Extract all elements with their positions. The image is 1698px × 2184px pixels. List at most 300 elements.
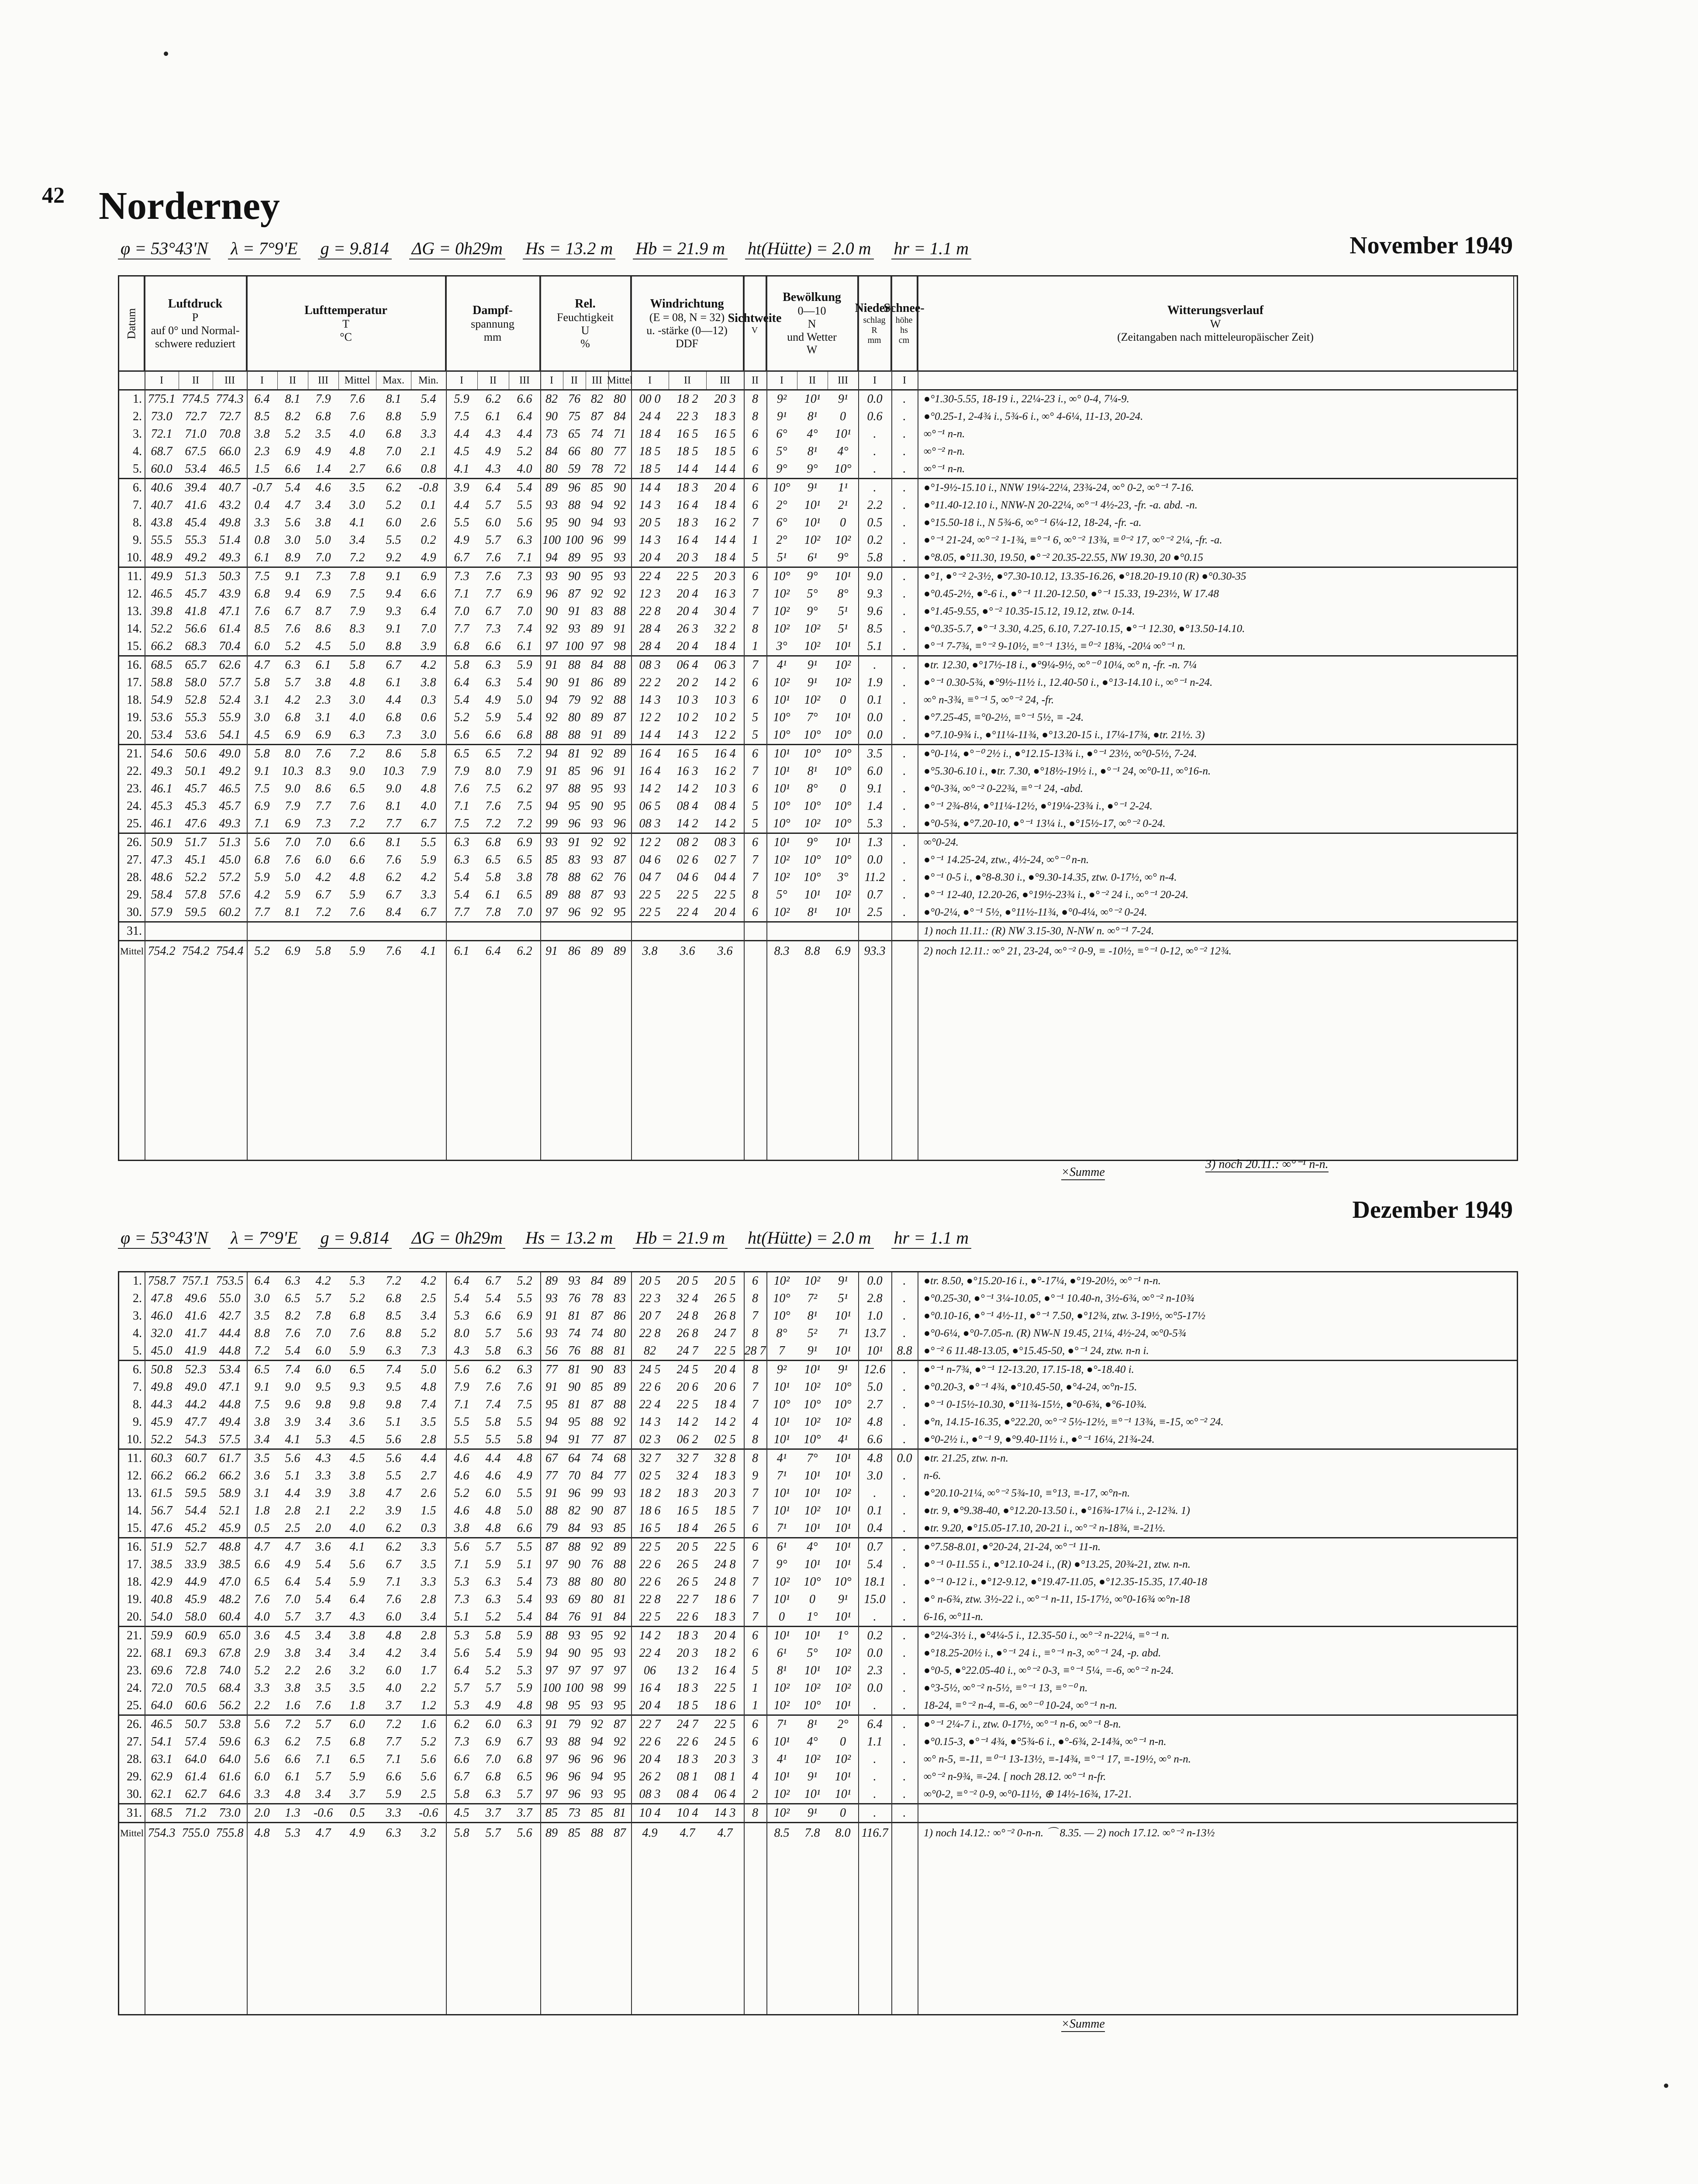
value-cell: 0.2 — [421, 533, 436, 547]
value-cell: 18 3 — [714, 1610, 736, 1624]
value-cell: 6.2 — [485, 392, 501, 406]
value-cell: 47.3 — [151, 853, 173, 867]
value-cell: 7.2 — [517, 817, 532, 830]
value-cell: 8.3 — [349, 622, 365, 636]
subheader-cell: Mittel — [338, 372, 376, 389]
value-cell: 94 — [545, 1433, 558, 1446]
value-cell: 90 — [568, 516, 580, 529]
value-cell: 41.6 — [185, 498, 207, 512]
value-cell: 7 — [752, 1593, 758, 1606]
value-cell: 96 — [568, 481, 580, 494]
value-cell: 9.3 — [386, 605, 401, 618]
value-cell: . — [903, 1363, 906, 1376]
value-cell: 93 — [545, 1292, 558, 1305]
value-cell: 79 — [568, 693, 580, 707]
value-cell: 4.9 — [454, 533, 469, 547]
value-cell: 6.6 — [285, 1752, 300, 1766]
value-cell: 58.9 — [219, 1486, 241, 1500]
value-cell: 3.3 — [421, 427, 436, 441]
weather-text: ●°⁻¹ 0-5 i., ●°8-8.30 i., ●°9.30-14.35, ztw. 0-17½, ∞° n-4. — [924, 871, 1177, 883]
value-cell: 5.3 — [454, 1309, 469, 1323]
value-cell: 93 — [545, 836, 558, 849]
value-cell: 10° — [834, 747, 852, 760]
value-cell: 3.5 — [315, 1681, 331, 1695]
value-cell: 8 — [752, 622, 758, 636]
value-cell: 93 — [568, 622, 580, 636]
value-cell: . — [903, 1558, 906, 1571]
value-cell: 3.4 — [254, 1433, 270, 1446]
header-line: % — [580, 337, 590, 350]
coord-value: hr = 1.1 m — [891, 238, 971, 259]
value-cell: 4° — [807, 427, 818, 441]
mittel-value: 86 — [568, 944, 580, 958]
value-cell: 8.8 — [254, 1327, 270, 1340]
value-cell: 24 8 — [676, 1309, 698, 1323]
value-cell: 22 4 — [639, 1398, 661, 1411]
value-cell: . — [903, 605, 906, 618]
value-cell: 2.6 — [315, 1664, 331, 1677]
value-cell: 44.2 — [185, 1398, 207, 1411]
value-cell: 26 5 — [714, 1521, 736, 1535]
value-cell: 92 — [614, 498, 626, 512]
header-line: P — [192, 311, 199, 324]
header-feucht — [540, 276, 631, 370]
value-cell: 9.8 — [349, 1398, 365, 1411]
date-cell: 15. — [127, 1521, 142, 1535]
value-cell: 89 — [545, 481, 558, 494]
coord-value: ΔG = 0h29m — [409, 238, 505, 259]
value-cell — [411, 923, 446, 940]
date-cell: 26. — [127, 836, 142, 849]
value-cell: 91 — [545, 1380, 558, 1394]
value-cell: 3.5 — [254, 1309, 270, 1323]
subheader-cell: I — [891, 372, 918, 389]
value-cell: 10² — [804, 533, 821, 547]
value-cell: 32 4 — [676, 1469, 698, 1482]
value-cell: 3.3 — [254, 516, 270, 529]
value-cell: 6.4 — [285, 1575, 300, 1589]
value-cell: 3.5 — [349, 481, 365, 494]
value-cell: . — [903, 1664, 906, 1677]
value-cell: 7.6 — [349, 905, 365, 919]
value-cell: 5.4 — [517, 481, 532, 494]
value-cell: 3.6 — [315, 1540, 331, 1554]
value-cell: 9¹ — [807, 1770, 818, 1783]
value-cell: 67 — [545, 1451, 558, 1465]
value-cell: 3.9 — [315, 1486, 331, 1500]
table-row — [119, 1697, 1517, 1714]
value-cell: 6.0 — [867, 764, 883, 778]
value-cell: 22 5 — [714, 888, 736, 902]
value-cell: 8 — [752, 1292, 758, 1305]
value-cell: 87 — [591, 1309, 603, 1323]
value-cell: 26 8 — [676, 1327, 698, 1340]
value-cell: 7.5 — [315, 1735, 331, 1749]
value-cell: 3.4 — [349, 533, 365, 547]
value-cell: 5¹ — [838, 1292, 848, 1305]
column-divider — [744, 1272, 745, 2014]
value-cell: 28 4 — [639, 622, 661, 636]
value-cell: 7¹ — [777, 1469, 787, 1482]
value-cell: 0.0 — [867, 728, 883, 742]
value-cell: 2.1 — [315, 1504, 331, 1517]
table-row — [119, 1307, 1517, 1325]
value-cell: 7.6 — [315, 747, 331, 760]
value-cell: 77 — [614, 1469, 626, 1482]
value-cell: 9.1 — [285, 570, 300, 583]
header-line: (E = 08, N = 32) — [649, 311, 725, 324]
value-cell: 7 — [752, 1309, 758, 1323]
value-cell: 58.4 — [151, 888, 173, 902]
value-cell: 06 2 — [676, 1433, 698, 1446]
value-cell: 99 — [591, 1486, 603, 1500]
value-cell — [669, 923, 706, 940]
value-cell: 1.0 — [867, 1309, 883, 1323]
value-cell: 9.6 — [285, 1398, 300, 1411]
mittel-value: 754.4 — [216, 944, 244, 958]
column-divider — [766, 1272, 767, 2014]
value-cell — [308, 923, 338, 940]
pentad-group — [119, 1627, 1517, 1716]
value-cell: 1.6 — [285, 1699, 300, 1712]
value-cell: 5.8 — [349, 658, 365, 672]
date-cell: 8. — [133, 1398, 142, 1411]
value-cell: 6.0 — [386, 1664, 401, 1677]
value-cell: . — [873, 445, 877, 458]
value-cell: 4.8 — [517, 1451, 532, 1465]
weather-text: ●°0-3¾, ∞°⁻² 0-22¾, ≡°⁻¹ 24, -abd. — [924, 783, 1083, 795]
value-cell: 43.2 — [219, 498, 241, 512]
value-cell: 5.6 — [386, 1451, 401, 1465]
date-cell: 15. — [127, 639, 142, 653]
value-cell: 74 — [591, 1327, 603, 1340]
value-cell: . — [903, 462, 906, 476]
value-cell: 89 — [591, 711, 603, 724]
value-cell: 94 — [591, 1735, 603, 1749]
value-cell: 52.2 — [185, 871, 207, 884]
value-cell: 94 — [591, 516, 603, 529]
mittel-value: 755.0 — [182, 1826, 210, 1840]
value-cell: 2.3 — [254, 445, 270, 458]
coord-value: Hs = 13.2 m — [523, 238, 615, 259]
value-cell: 0.4 — [254, 498, 270, 512]
date-cell: 12. — [127, 587, 142, 601]
value-cell: 4¹ — [838, 1433, 848, 1446]
value-cell: 7.3 — [485, 622, 501, 636]
value-cell: 6.1 — [517, 639, 532, 653]
value-cell: 7.5 — [485, 782, 501, 795]
value-cell: 7.0 — [386, 445, 401, 458]
value-cell: 9.2 — [386, 551, 401, 564]
value-cell: 2.2 — [349, 1504, 365, 1517]
value-cell: 08 4 — [714, 799, 736, 813]
value-cell: 02 3 — [639, 1433, 661, 1446]
value-cell: 93 — [591, 853, 603, 867]
value-cell: 7.0 — [315, 1327, 331, 1340]
value-cell: 20 4 — [676, 605, 698, 618]
value-cell: 83 — [568, 853, 580, 867]
weather-text: ●°0.10-16, ●°⁻¹ 4½-11, ●°⁻¹ 7.50, ●°12¾, ztw. 3-19½, ∞°5-17½ — [924, 1310, 1206, 1322]
value-cell: 7.6 — [349, 410, 365, 423]
date-cell: 27. — [127, 1735, 142, 1749]
value-cell: 67.8 — [219, 1646, 241, 1660]
value-cell: 84 — [568, 1521, 580, 1535]
value-cell: 6.8 — [349, 1735, 365, 1749]
value-cell: . — [903, 1770, 906, 1783]
coord-value: Hb = 21.9 m — [633, 1227, 728, 1249]
value-cell: 7 — [752, 1575, 758, 1589]
value-cell: 5.5 — [454, 1415, 469, 1429]
value-cell: 94 — [545, 1646, 558, 1660]
value-cell: 1.8 — [349, 1699, 365, 1712]
value-cell: . — [903, 905, 906, 919]
value-cell: 6° — [776, 516, 787, 529]
value-cell: 8¹ — [807, 410, 818, 423]
value-cell: 6.1 — [485, 410, 501, 423]
value-cell: 45.4 — [185, 516, 207, 529]
value-cell: 9¹ — [807, 676, 818, 689]
value-cell: 7.2 — [315, 905, 331, 919]
value-cell: 8 — [752, 1806, 758, 1820]
weather-text: ●°⁻² 6 11.48-13.05, ●°15.45-50, ●°⁻¹ 24, ztw. n-n i. — [924, 1345, 1149, 1357]
value-cell: 6.9 — [315, 728, 331, 742]
value-cell: 18 2 — [639, 1486, 661, 1500]
value-cell: 7.0 — [315, 551, 331, 564]
value-cell: 6.6 — [285, 462, 300, 476]
value-cell: 02 5 — [639, 1469, 661, 1482]
value-cell: . — [873, 658, 877, 672]
value-cell: 51.3 — [219, 836, 241, 849]
value-cell: 91 — [591, 728, 603, 742]
value-cell: 95 — [568, 799, 580, 813]
value-cell: 10 3 — [714, 782, 736, 795]
weather-text: ●°0.35-5.7, ●°⁻¹ 3.30, 4.25, 6.10, 7.27-10.15, ●°⁻¹ 12.30, ●°13.50-14.10. — [924, 623, 1245, 635]
value-cell: 7.9 — [315, 392, 331, 406]
value-cell: 96 — [568, 1770, 580, 1783]
value-cell: 7.7 — [454, 622, 469, 636]
value-cell: 8.5 — [867, 622, 883, 636]
header-text: Datum — [125, 308, 138, 339]
value-cell: 95 — [614, 1770, 626, 1783]
table-row — [119, 763, 1517, 780]
value-cell: 54.9 — [151, 693, 173, 707]
value-cell: 7.3 — [421, 1344, 436, 1358]
value-cell: 5.0 — [421, 1363, 436, 1376]
value-cell: 7.1 — [517, 551, 532, 564]
value-cell: 10° — [804, 853, 821, 867]
value-cell: 3.6 — [254, 1629, 270, 1642]
value-cell: 90 — [591, 799, 603, 813]
value-cell: 10² — [835, 533, 851, 547]
value-cell: 77 — [614, 445, 626, 458]
value-cell — [586, 923, 608, 940]
value-cell: 5.2 — [485, 1664, 501, 1677]
value-cell: . — [903, 711, 906, 724]
value-cell: 4.5 — [254, 728, 270, 742]
table-row — [119, 549, 1517, 567]
value-cell: 1 — [752, 1681, 758, 1695]
value-cell: 87 — [591, 1398, 603, 1411]
value-cell: 52.4 — [219, 693, 241, 707]
subheader-cell: III — [308, 372, 339, 389]
value-cell: 20 5 — [676, 1274, 698, 1288]
value-cell: 52.2 — [151, 1433, 173, 1446]
value-cell: 5.6 — [454, 728, 469, 742]
value-cell: 3.8 — [349, 1469, 365, 1482]
table-row — [119, 479, 1517, 497]
table-dec — [118, 1271, 1518, 2015]
value-cell: 16 4 — [676, 533, 698, 547]
value-cell: 5.8 — [454, 1787, 469, 1801]
value-cell: 8 — [752, 888, 758, 902]
value-cell: 7.6 — [517, 1380, 532, 1394]
value-cell: 22 2 — [639, 676, 661, 689]
date-cell: 29. — [127, 888, 142, 902]
value-cell: 10² — [804, 639, 821, 653]
value-cell: 10° — [804, 1575, 821, 1589]
header-text — [646, 297, 728, 350]
value-cell: 5.9 — [349, 1344, 365, 1358]
value-cell: 78 — [591, 1292, 603, 1305]
subheader-cell: II — [563, 372, 586, 389]
value-cell: 49.8 — [219, 516, 241, 529]
value-cell: 4.0 — [349, 427, 365, 441]
value-cell: 43.8 — [151, 516, 173, 529]
value-cell: 64.6 — [219, 1787, 241, 1801]
value-cell: 5° — [807, 587, 818, 601]
value-cell: 52.2 — [151, 622, 173, 636]
value-cell: 5.4 — [285, 481, 300, 494]
value-cell: 0.2 — [867, 533, 883, 547]
table-row — [119, 1485, 1517, 1502]
value-cell — [706, 923, 744, 940]
value-cell: 5.3 — [454, 1629, 469, 1642]
value-cell: 9¹ — [807, 481, 818, 494]
value-cell — [858, 923, 891, 940]
value-cell: 50.8 — [151, 1363, 173, 1376]
value-cell: 7.6 — [285, 1327, 300, 1340]
value-cell: 4.9 — [315, 445, 331, 458]
value-cell: 3.8 — [315, 516, 331, 529]
value-cell: 10¹ — [866, 1344, 883, 1358]
value-cell: 3.0 — [254, 711, 270, 724]
value-cell: 4.9 — [285, 1558, 300, 1571]
value-cell: 53.6 — [185, 728, 207, 742]
value-cell: 7.4 — [485, 1398, 501, 1411]
value-cell: 20 4 — [714, 1363, 736, 1376]
value-cell: 7.9 — [454, 1380, 469, 1394]
value-cell: 9² — [777, 392, 787, 406]
value-cell: 90 — [591, 1504, 603, 1517]
subheader-cell: II — [179, 372, 213, 389]
value-cell: 60.3 — [151, 1451, 173, 1465]
value-cell: 9.0 — [285, 1380, 300, 1394]
value-cell: 757.1 — [182, 1274, 210, 1288]
value-cell: 20 6 — [676, 1380, 698, 1394]
value-cell: 6.4 — [254, 1274, 270, 1288]
value-cell: 10¹ — [835, 1451, 851, 1465]
pentad-group — [119, 568, 1517, 657]
value-cell: 6.2 — [454, 1717, 469, 1731]
table-row — [119, 585, 1517, 603]
value-cell: 26 5 — [676, 1558, 698, 1571]
value-cell: 10° — [804, 1699, 821, 1712]
value-cell: 7 — [752, 1398, 758, 1411]
value-cell: 40.8 — [151, 1593, 173, 1606]
value-cell: 48.2 — [219, 1593, 241, 1606]
value-cell: 88 — [545, 1504, 558, 1517]
value-cell: 6.3 — [285, 1274, 300, 1288]
value-cell: 9.5 — [386, 1380, 401, 1394]
value-cell: 14 3 — [676, 728, 698, 742]
value-cell: 10¹ — [835, 1787, 851, 1801]
value-cell: 7.5 — [349, 587, 365, 601]
value-cell: 6.2 — [386, 871, 401, 884]
mittel-value — [744, 1823, 766, 1843]
value-cell: 16 2 — [714, 764, 736, 778]
mittel-value: 85 — [568, 1826, 580, 1840]
value-cell: 9.8 — [315, 1398, 331, 1411]
value-cell: 3.0 — [421, 728, 436, 742]
weather-text: ●°7.10-9¾ i., ●°11¼-11¾, ●°13.20-15 i., 17¼-17¾, ●tr. 21½. 3) — [924, 729, 1205, 741]
header-line: DDF — [675, 337, 698, 350]
header-line: Witterungsverlauf — [1167, 303, 1264, 317]
value-cell: 10² — [804, 1274, 821, 1288]
value-cell: 5.5 — [386, 1469, 401, 1482]
value-cell: 3.4 — [315, 1646, 331, 1660]
value-cell: 59.6 — [219, 1735, 241, 1749]
value-cell: 1.5 — [254, 462, 270, 476]
table-row — [119, 1379, 1517, 1396]
value-cell: 92 — [591, 905, 603, 919]
date-cell: 3. — [133, 1309, 142, 1323]
weather-text — [918, 1804, 1514, 1822]
value-cell: 4.3 — [485, 427, 501, 441]
column-divider — [540, 1272, 541, 2014]
value-cell: 4° — [807, 1540, 818, 1554]
value-cell: 10² — [773, 1681, 790, 1695]
value-cell: 3.8 — [421, 676, 436, 689]
value-cell: 5.7 — [485, 1540, 501, 1554]
table-nov — [118, 275, 1518, 1161]
value-cell: 65 — [568, 427, 580, 441]
value-cell: 2.2 — [421, 1681, 436, 1695]
value-cell: 5.5 — [454, 1433, 469, 1446]
value-cell: 6.9 — [285, 817, 300, 830]
date-cell: 31. — [127, 924, 142, 938]
value-cell: 0.0 — [867, 1274, 883, 1288]
column-divider — [540, 276, 541, 1160]
value-cell: 6.4 — [254, 392, 270, 406]
value-cell: 64 — [568, 1451, 580, 1465]
value-cell: 96 — [568, 1787, 580, 1801]
weather-text: ●°0-1¼, ●°⁻⁰ 2½ i., ●°12.15-13¾ i., ●°⁻¹ 23½, ∞°0-5½, 7-24. — [924, 748, 1197, 760]
value-cell: 16 5 — [676, 1504, 698, 1517]
value-cell: 69.3 — [185, 1646, 207, 1660]
value-cell: 6.5 — [349, 1752, 365, 1766]
value-cell: 5.5 — [517, 1540, 532, 1554]
value-cell: 4.4 — [421, 1451, 436, 1465]
value-cell: 56.2 — [219, 1699, 241, 1712]
value-cell: 49.4 — [219, 1415, 241, 1429]
value-cell: 10¹ — [835, 905, 851, 919]
weather-text: ●°1-9½-15.10 i., NNW 19¼-22¼, 23¾-24, ∞° 0-2, ∞°⁻¹ 7-16. — [924, 482, 1194, 494]
value-cell: 1° — [807, 1610, 818, 1624]
value-cell: 94 — [545, 693, 558, 707]
value-cell: 91 — [591, 1610, 603, 1624]
value-cell: 10° — [804, 1398, 821, 1411]
value-cell: 14 2 — [639, 1629, 661, 1642]
